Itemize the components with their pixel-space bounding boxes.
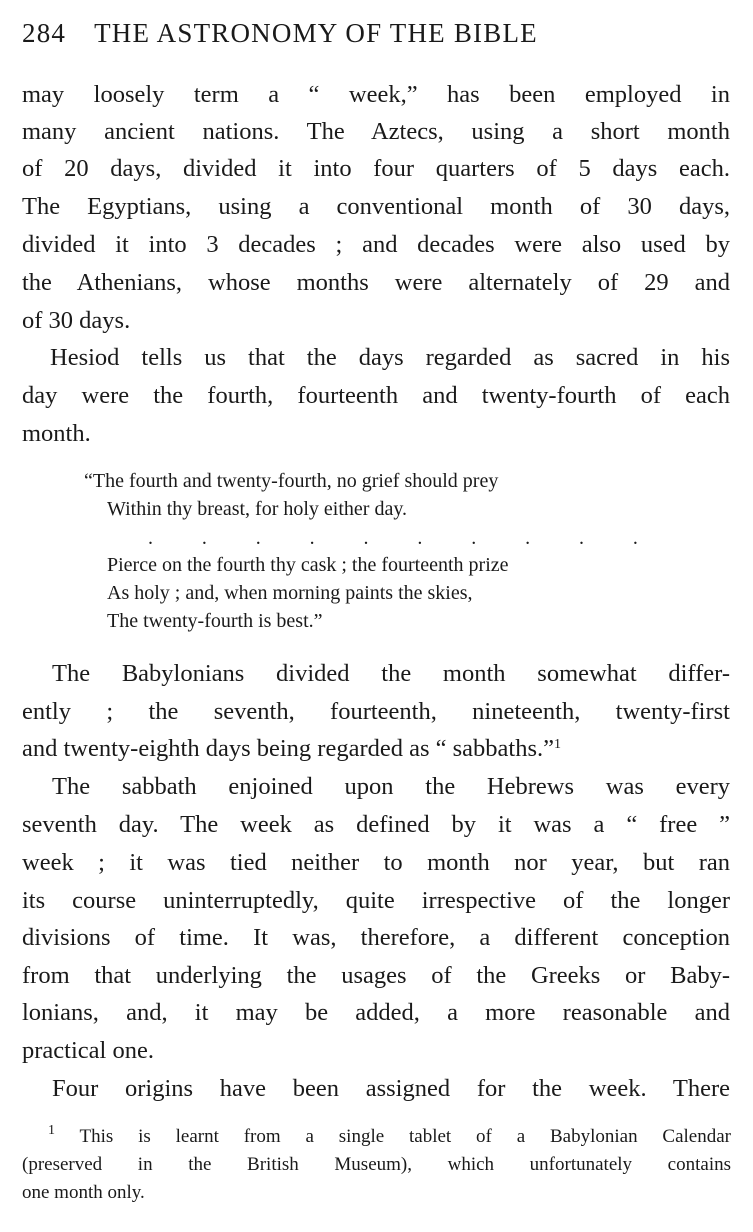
body-line: practical one.	[22, 1037, 154, 1064]
footnote-reference: 1	[554, 737, 562, 752]
verse-ellipsis	[148, 528, 638, 548]
verse-line: As holy ; and, when morning paints the skies,	[107, 582, 473, 604]
verse-line: Within thy breast, for holy either day.	[107, 498, 408, 520]
ellipsis-dot: .	[255, 527, 261, 549]
ellipsis-dot: .	[148, 527, 153, 549]
body-line: many ancient nations. The Aztecs, using a short month	[22, 118, 730, 145]
ellipsis-dot: .	[471, 527, 477, 549]
body-line: The Babylonians divided the month somewhat differ-	[52, 660, 730, 687]
body-line: ently ; the seventh, fourteenth, nineteenth, twenty-first	[22, 698, 730, 725]
body-line: the Athenians, whose months were alternately of 29 and	[22, 269, 730, 296]
ellipsis-dot: .	[525, 527, 531, 549]
body-line: from that underlying the usages of the Greeks or Baby-	[22, 962, 730, 989]
verse-line: “The fourth and twenty-fourth, no grief should prey	[84, 470, 499, 492]
body-line: of 20 days, divided it into four quarters of 5 days each.	[22, 155, 730, 182]
body-line: Four origins have been assigned for the week. There	[52, 1075, 730, 1102]
ellipsis-dot: .	[579, 527, 584, 549]
body-line-text: and twenty-eighth days being regarded as “ sabbaths.”	[22, 735, 555, 762]
ellipsis-dot: .	[363, 527, 369, 549]
running-title: THE ASTRONOMY OF THE BIBLE	[94, 18, 538, 48]
verse-line: Pierce on the fourth thy cask ; the fourteenth prize	[107, 554, 509, 576]
ellipsis-dot: .	[309, 527, 315, 549]
footnote-line: one month only.	[22, 1182, 145, 1203]
body-line: lonians, and, it may be added, a more reasonable and	[22, 999, 730, 1026]
running-header	[22, 18, 731, 52]
ellipsis-dot: .	[417, 527, 423, 549]
body-line: month.	[22, 420, 91, 447]
body-line: divided it into 3 decades ; and decades were also used by	[22, 231, 730, 258]
body-line: its course uninterruptedly, quite irrespective of the longer	[22, 887, 730, 914]
footnote-line: (preserved in the British Museum), which unfortunately contains	[22, 1154, 731, 1175]
body-line: week ; it was tied neither to month nor year, but ran	[22, 849, 730, 876]
body-line: may loosely term a “ week,” has been employed in	[22, 81, 730, 108]
body-line: of 30 days.	[22, 307, 131, 334]
body-line: Hesiod tells us that the days regarded as sacred in his	[50, 344, 730, 371]
page-number: 284	[22, 18, 67, 48]
verse-line: The twenty-fourth is best.”	[107, 610, 323, 632]
body-line: The sabbath enjoined upon the Hebrews was every	[52, 773, 730, 800]
ellipsis-dot: .	[632, 527, 638, 549]
body-line: day were the fourth, fourteenth and twenty-fourth of each	[22, 382, 730, 409]
ellipsis-dot: .	[201, 527, 207, 549]
footnote-text: This is learnt from a single tablet of a Babylonian Calendar	[79, 1126, 731, 1147]
body-line: seventh day. The week as defined by it was a “ free ”	[22, 811, 730, 838]
body-line: divisions of time. It was, therefore, a different conception	[22, 924, 730, 951]
footnote-line	[48, 1124, 731, 1150]
body-line: The Egyptians, using a conventional month of 30 days,	[22, 193, 730, 220]
body-line	[22, 733, 730, 765]
footnote-mark: 1	[48, 1123, 55, 1138]
